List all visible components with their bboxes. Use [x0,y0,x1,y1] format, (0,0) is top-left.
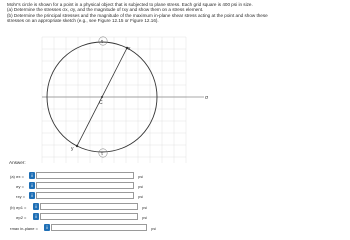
tau-max-input[interactable] [51,224,147,231]
label-x: x [128,46,131,52]
problem-line-2: (a) Determine the stresses σx, σy, and the magnitude of τxy and show them on a stress element. [7,7,204,13]
tau-xy-input[interactable] [36,192,134,199]
label-tau-top: τ [101,39,103,45]
answer-row-tau-max [0,224,350,233]
label-y: y [71,146,74,152]
point-c [101,96,103,98]
label-c: C [99,100,103,106]
grid [42,37,186,163]
info-icon[interactable]: i [33,203,39,210]
answer-label: σy = [16,184,24,189]
info-icon[interactable]: i [33,213,39,220]
answer-row-sigma-p1 [0,203,350,212]
label-tau-bottom: τ [101,151,103,157]
problem-line-1: Mohr's circle is shown for a point in a physical object that is subjected to plane stress. Each grid square is 400 psi in size. [7,2,253,7]
answer-label: (a) σx = [10,174,24,179]
unit-label: psi [142,215,148,220]
answer-label: (b) σp1 = [10,205,27,210]
sigma-x-input[interactable] [36,172,134,179]
tau-bottom-marker [99,149,107,157]
info-icon[interactable]: i [44,224,50,231]
problem-line-4: stresses on an appropriate sketch (e.g., see Figure 12.15 or Figure 12.16). [7,18,159,24]
answer-label: τxy = [16,194,26,199]
tau-top-marker [99,37,107,45]
point-y [76,145,78,147]
answer-row-sigma-y [0,182,350,191]
unit-label: psi [142,205,148,210]
answer-row-tau-xy [0,192,350,201]
unit-label: psi [151,226,157,231]
info-icon[interactable]: i [29,172,35,179]
answer-title: Answer: [9,160,26,165]
unit-label: psi [138,174,144,179]
unit-label: psi [138,184,144,189]
label-sigma: σ [205,95,209,101]
answer-row-sigma-x [0,172,350,181]
info-icon[interactable]: i [29,192,35,199]
info-icon[interactable]: i [29,182,35,189]
sigma-p2-input[interactable] [40,213,138,220]
sigma-p1-input[interactable] [40,203,138,210]
answer-label: τmax in-plane = [10,226,38,231]
answer-row-sigma-p2 [0,213,350,222]
unit-label: psi [138,194,144,199]
sigma-y-input[interactable] [36,182,134,189]
answer-label: σp2 = [16,215,27,220]
problem-line-3: (b) Determine the principal stresses and the magnitude of the maximum in-plane shear stress acting at the point and show these [7,12,268,18]
